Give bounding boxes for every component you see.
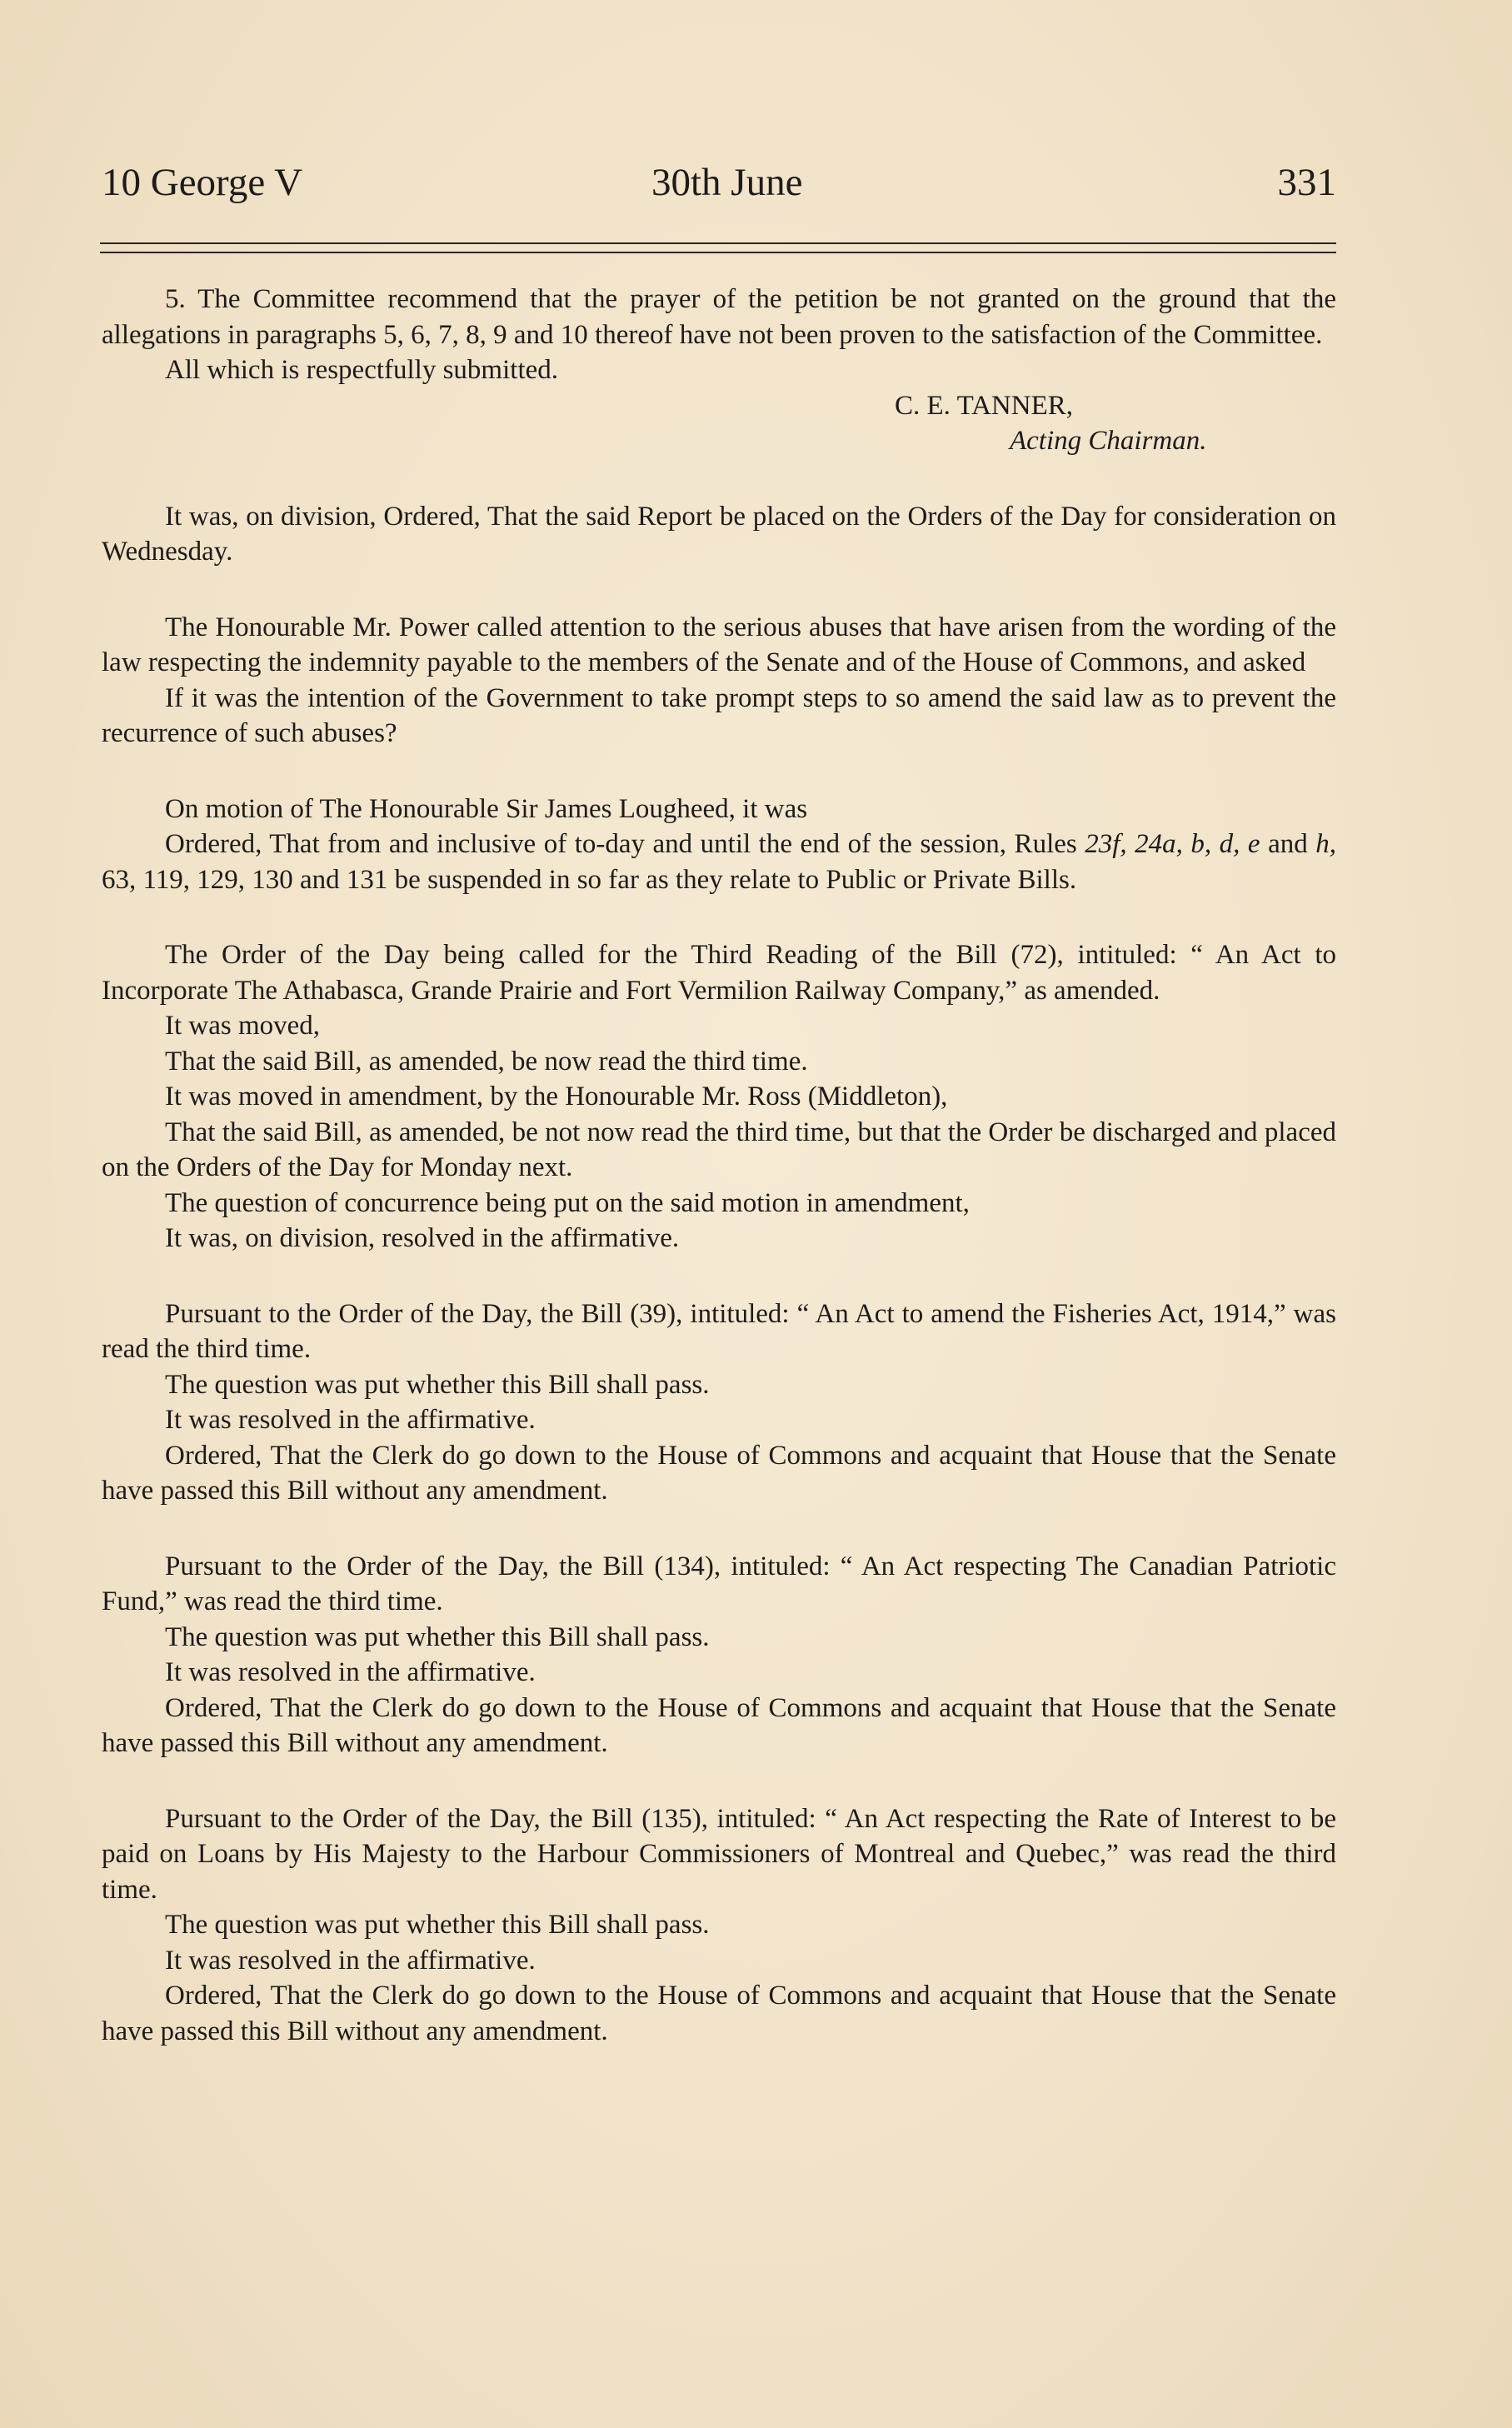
bill-72-section	[102, 937, 1336, 1256]
header-date: 30th June	[651, 161, 803, 204]
page-header	[102, 160, 1336, 210]
page-body	[102, 282, 1336, 2049]
rules-italic-h: h,	[1315, 829, 1336, 859]
bill-39-clerk-order: Ordered, That the Clerk do go down to the House of Commons and acquaint that House that the Senate have passed this Bill without any amendment.	[102, 1440, 1336, 1506]
lougheed-motion-paragraph: On motion of The Honourable Sir James Lougheed, it was	[165, 793, 808, 824]
bill-135-reading: Pursuant to the Order of the Day, the Bill (135), intituled: “ An Act respecting the Rate of Interest to be paid on Loans by His Majesty to the Harbour Commissioners of Montreal and Quebec,” was read the third time.	[102, 1803, 1336, 1905]
rules-text-end: 63, 119, 129, 130 and 131 be suspended in so far as they relate to Public or Private Bills.	[102, 864, 1077, 895]
report-order-paragraph: It was, on division, Ordered, That the said Report be placed on the Orders of the Day for consideration on Wednesday.	[102, 501, 1336, 567]
rules-text-start: Ordered, That from and inclusive of to-day and until the end of the session, Rules	[165, 829, 1085, 859]
header-regnal-year: 10 George V	[102, 161, 303, 204]
rules-suspension-order	[102, 827, 1336, 897]
report-paragraph-5: 5. The Committee recommend that the prayer of the petition be not granted on the ground that the allegations in paragraphs 5, 6, 7, 8, 9 and 10 thereof have not been proven to the satisfaction of the Committee.	[102, 284, 1336, 350]
signer-title: Acting Chairman.	[1010, 426, 1207, 456]
bill-39-question: The question was put whether this Bill shall pass.	[165, 1369, 710, 1400]
page-number: 331	[1277, 161, 1336, 204]
bill-134-section	[102, 1549, 1336, 1761]
bill-72-amendment-moved: It was moved in amendment, by the Honourable Mr. Ross (Middleton),	[165, 1082, 948, 1112]
bill-134-question: The question was put whether this Bill shall pass.	[165, 1621, 710, 1652]
signer-name: C. E. TANNER,	[895, 390, 1074, 421]
bill-134-resolution: It was resolved in the affirmative.	[165, 1657, 536, 1687]
header-rule-top	[100, 242, 1336, 244]
lougheed-motion-section	[102, 792, 1336, 898]
bill-135-question: The question was put whether this Bill shall pass.	[165, 1910, 710, 1940]
rules-italic-letters: 23f, 24a, b, d, e	[1085, 829, 1260, 859]
bill-72-question: The question of concurrence being put on the said motion in amendment,	[165, 1187, 970, 1218]
bill-135-section	[102, 1801, 1336, 2050]
header-rule-bottom	[100, 252, 1336, 253]
bill-72-motion: That the said Bill, as amended, be now read the third time.	[165, 1046, 808, 1077]
bill-134-clerk-order: Ordered, That the Clerk do go down to the House of Commons and acquaint that House that the Senate have passed this Bill without any amendment.	[102, 1692, 1336, 1758]
power-inquiry-section	[102, 610, 1336, 752]
bill-72-resolution: It was, on division, resolved in the affirmative.	[165, 1223, 680, 1253]
bill-39-reading: Pursuant to the Order of the Day, the Bill (39), intituled: “ An Act to amend the Fisheries Act, 1914,” was read the third time.	[102, 1298, 1336, 1364]
report-submitted-line: All which is respectfully submitted.	[165, 355, 559, 385]
bill-72-amendment-text: That the said Bill, as amended, be not now read the third time, but that the Order be discharged and placed on the Orders of the Day for Monday next.	[102, 1117, 1336, 1182]
bill-134-reading: Pursuant to the Order of the Day, the Bill (134), intituled: “ An Act respecting The Canadian Patriotic Fund,” was read the third time.	[102, 1551, 1336, 1616]
bill-39-resolution: It was resolved in the affirmative.	[165, 1405, 536, 1435]
bill-135-clerk-order: Ordered, That the Clerk do go down to the House of Commons and acquaint that House that the Senate have passed this Bill without any amendment.	[102, 1981, 1336, 2046]
bill-72-moved: It was moved,	[165, 1011, 321, 1041]
rules-text-and: and	[1260, 829, 1316, 859]
bill-39-section	[102, 1296, 1336, 1509]
bill-135-resolution: It was resolved in the affirmative.	[165, 1945, 536, 1976]
bill-72-order-paragraph: The Order of the Day being called for the Third Reading of the Bill (72), intituled: “ An Act to Incorporate The Athabasca, Grande Prairie and Fort Vermilion Railway Company,” as amended.	[102, 940, 1336, 1006]
power-inquiry-paragraph: The Honourable Mr. Power called attention to the serious abuses that have arisen from the wording of the law respecting the indemnity payable to the members of the Senate and of the House of Commons, and asked	[102, 612, 1336, 677]
committee-report-section	[102, 282, 1336, 570]
power-question-paragraph: If it was the intention of the Government to take prompt steps to so amend the said law as to prevent the recurrence of such abuses?	[102, 682, 1336, 748]
